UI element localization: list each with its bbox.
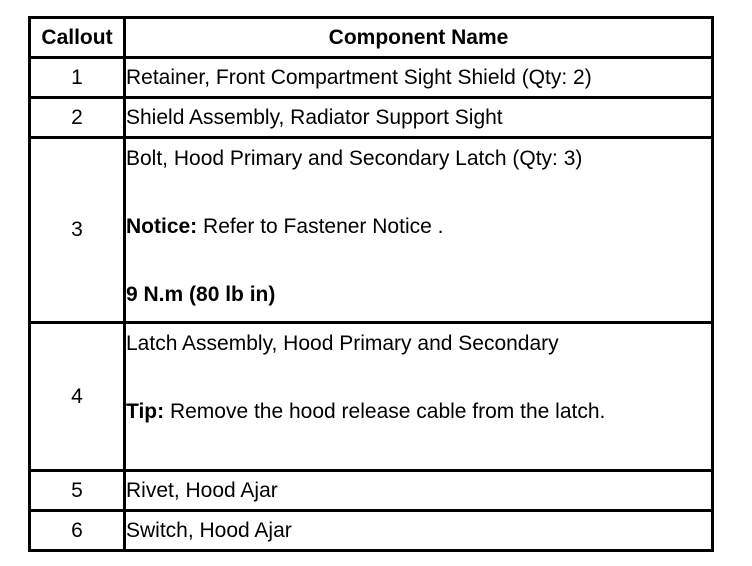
table-row — [30, 58, 713, 98]
column-header-callout: Callout — [30, 18, 125, 58]
callout-cell: 1 — [30, 58, 125, 98]
component-table — [28, 16, 714, 552]
tip-label: Tip: — [126, 400, 165, 423]
tip-line — [126, 400, 711, 424]
component-name-text: Bolt, Hood Primary and Secondary Latch (Qty: 3) — [126, 147, 583, 170]
callout-cell: 5 — [30, 471, 125, 511]
notice-label: Notice: — [126, 215, 198, 238]
component-name-cell: Retainer, Front Compartment Sight Shield (Qty: 2) — [125, 58, 713, 98]
table-row — [30, 98, 713, 138]
component-name-cell: Switch, Hood Ajar — [125, 511, 713, 551]
table-row — [30, 511, 713, 551]
component-name-cell — [125, 323, 713, 471]
tip-text: Remove the hood release cable from the latch. — [164, 400, 606, 423]
table-header-row — [30, 18, 713, 58]
callout-cell: 3 — [30, 138, 125, 323]
table-row — [30, 323, 713, 471]
table-row — [30, 471, 713, 511]
component-name-cell: Rivet, Hood Ajar — [125, 471, 713, 511]
component-name-cell: Shield Assembly, Radiator Support Sight — [125, 98, 713, 138]
callout-cell: 6 — [30, 511, 125, 551]
notice-line — [126, 215, 711, 239]
component-name-cell — [125, 138, 713, 323]
callout-cell: 4 — [30, 323, 125, 471]
notice-text: Refer to Fastener Notice . — [197, 215, 444, 238]
torque-spec: 9 N.m (80 lb in) — [126, 283, 276, 306]
component-name-text: Latch Assembly, Hood Primary and Secondary — [126, 332, 559, 355]
column-header-component-name: Component Name — [125, 18, 713, 58]
table-row — [30, 138, 713, 323]
callout-cell: 2 — [30, 98, 125, 138]
